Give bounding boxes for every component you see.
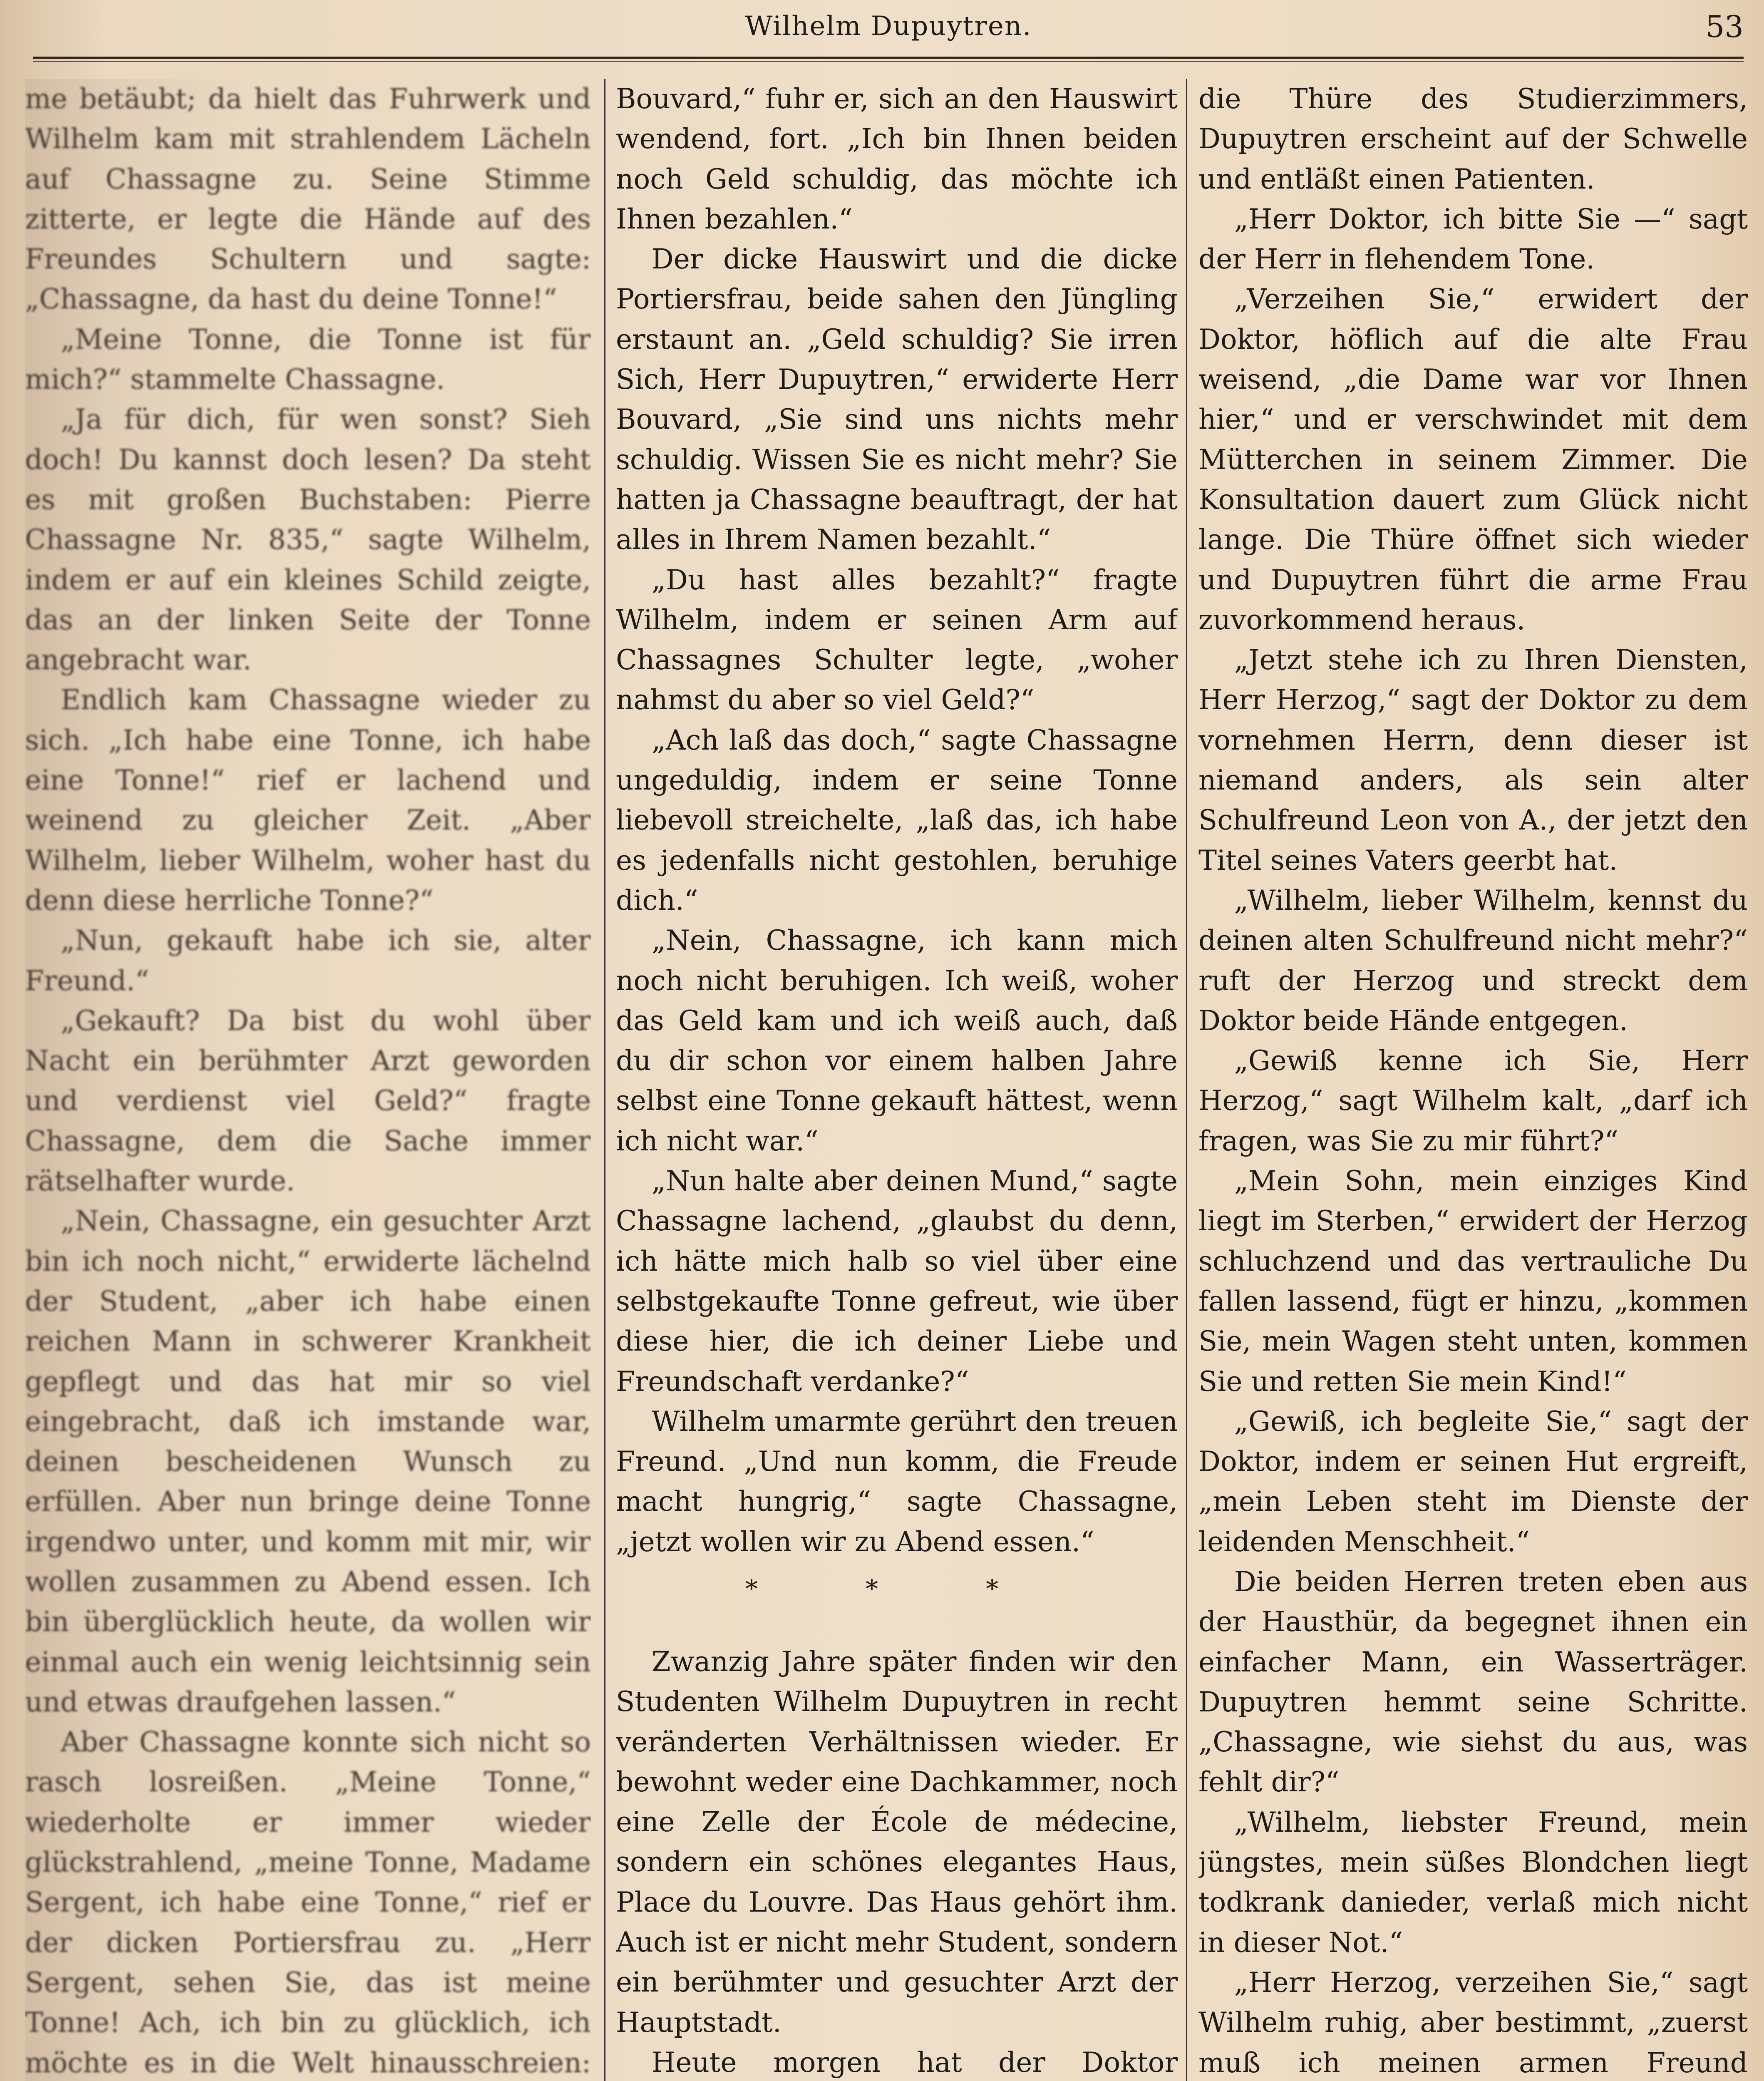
paragraph: Zwanzig Jahre später finden wir den Studenten Wilhelm Dupuytren in recht veränderten Verhältnissen wieder. Er bewohnt weder eine Dachkammer, noch eine Zelle der École de médecine, sondern ein schönes elegantes Haus, Place du Louvre. Das Haus gehört ihm. Auch ist er nicht mehr Student, sondern ein berühmter und gesuchter Arzt der Hauptstadt.	[616, 1645, 1178, 2039]
paragraph: „Nun halte aber deinen Mund,“ sagte Chassagne lachend, „glaubst du denn, ich hätte mich halb so viel über eine selbstgekaufte Tonne gefreut, wie über diese hier, die ich deiner Liebe und Freundschaft verdanke?“	[616, 1165, 1178, 1398]
paragraph: „Wilhelm, lieber Wilhelm, kennst du deinen alten Schulfreund nicht mehr?“ ruft der Herzog und streckt dem Doktor beide Hände entgegen.	[1198, 884, 1748, 1037]
paragraph: „Du hast alles bezahlt?“ fragte Wilhelm, indem er seinen Arm auf Chassagnes Schulter legte, „woher nahmst du aber so viel Geld?“	[616, 564, 1178, 716]
paragraph: „Meine Tonne, die Tonne ist für mich?“ stammelte Chassagne.	[25, 323, 591, 396]
paragraph: me betäubt; da hielt das Fuhrwerk und Wilhelm kam mit strahlendem Lächeln auf Chassagne zu. Seine Stimme zitterte, er legte die Hände auf des Freundes Schultern und sagte: „Chassagne, da hast du deine Tonne!“	[25, 83, 591, 315]
paragraph: Endlich kam Chassagne wieder zu sich. „Ich habe eine Tonne, ich habe eine Tonne!“ rief er lachend und weinend zu gleicher Zeit. „Aber Wilhelm, lieber Wilhelm, woher hast du denn diese herrliche Tonne?“	[25, 684, 591, 916]
paragraph: Die beiden Herren treten eben aus der Hausthür, da begegnet ihnen ein einfacher Mann, ein Wasserträger. Dupuytren hemmt seine Schritte. „Chassagne, wie siehst du aus, was fehlt dir?“	[1198, 1565, 1748, 1798]
column-2	[616, 79, 1178, 2081]
paragraph: Aber Chassagne konnte sich nicht so rasch losreißen. „Meine Tonne,“ wiederholte er immer wieder glückstrahlend, „meine Tonne, Madame Sergent, ich habe eine Tonne,“ rief er der dicken Portiersfrau zu. „Herr Sergent, sehen Sie, das ist meine Tonne! Ach, ich bin zu glücklich, ich möchte es in die Welt hinausschreien:	[25, 1726, 591, 2079]
paragraph: Heute morgen hat der Doktor	[651, 2046, 1178, 2079]
column-divider	[604, 79, 605, 2081]
column-1	[25, 79, 591, 2081]
paragraph: Bouvard,“ fuhr er, sich an den Hauswirt wendend, fort. „Ich bin Ihnen beiden noch Geld schuldig, das möchte ich Ihnen bezahlen.“	[616, 83, 1178, 235]
page-number: 53	[1705, 9, 1744, 44]
paragraph: „Ja für dich, für wen sonst? Sieh doch! Du kannst doch lesen? Da steht es mit großen Buchstaben: Pierre Chassagne Nr. 835,“ sagte Wilhelm, indem er auf ein kleines Schild zeigte, das an der linken Seite der Tonne angebracht war.	[25, 403, 591, 676]
paragraph: „Gewiß, ich begleite Sie,“ sagt der Doktor, indem er seinen Hut ergreift, „mein Leben steht im Dienste der leidenden Menschheit.“	[1198, 1405, 1748, 1558]
paragraph: die Thüre des Studierzimmers, Dupuytren erscheint auf der Schwelle und entläßt einen Patienten.	[1198, 83, 1748, 195]
column-divider	[1186, 79, 1187, 2081]
paragraph: „Gekauft? Da bist du wohl über Nacht ein berühmter Arzt geworden und verdienst viel Geld?“ fragte Chassagne, dem die Sache immer rätselhafter wurde.	[25, 1004, 591, 1197]
paragraph: „Mein Sohn, mein einziges Kind liegt im Sterben,“ erwidert der Herzog schluchzend und das vertrauliche Du fallen lassend, fügt er hinzu, „kommen Sie, mein Wagen steht unten, kommen Sie und retten Sie mein Kind!“	[1198, 1165, 1748, 1398]
section-break: * * *	[745, 1574, 1049, 1604]
paragraph: „Nein, Chassagne, ich kann mich noch nicht beruhigen. Ich weiß, woher das Geld kam und ich weiß auch, daß du dir schon vor einem halben Jahre selbst eine Tonne gekauft hättest, wenn ich nicht war.“	[616, 924, 1178, 1157]
paragraph: „Herr Doktor, ich bitte Sie —“ sagt der Herr in flehendem Tone.	[1198, 203, 1748, 276]
paragraph: „Herr Herzog, verzeihen Sie,“ sagt Wilhelm ruhig, aber bestimmt, „zuerst muß ich meinen armen Freund	[1198, 1966, 1748, 2079]
paragraph: „Nein, Chassagne, ein gesuchter Arzt bin ich noch nicht,“ erwiderte lächelnd der Student, „aber ich habe einen reichen Mann in schwerer Krankheit gepflegt und das hat mir so viel eingebracht, daß ich imstande war, deinen bescheidenen Wunsch zu erfüllen. Aber nun bringe deine Tonne irgendwo unter, und komm mit mir, wir wollen zusammen zu Abend essen. Ich bin überglücklich heute, da wollen wir einmal auch ein wenig leichtsinnig sein und etwas draufgehen lassen.“	[25, 1205, 591, 1718]
paragraph: „Jetzt stehe ich zu Ihren Diensten, Herr Herzog,“ sagt der Doktor zu dem vornehmen Herrn, denn dieser ist niemand anders, als sein alter Schulfreund Leon von A., der jetzt den Titel seines Vaters geerbt hat.	[1198, 644, 1748, 877]
paragraph: „Wilhelm, liebster Freund, mein jüngstes, mein süßes Blondchen liegt todkrank danieder, verlaß mich nicht in dieser Not.“	[1198, 1806, 1748, 1959]
paragraph: „Verzeihen Sie,“ erwidert der Doktor, höflich auf die alte Frau weisend, „die Dame war vor Ihnen hier,“ und er verschwindet mit dem Mütterchen in seinem Zimmer. Die Konsultation dauert zum Glück nicht lange. Die Thüre öffnet sich wieder und Dupuytren führt die arme Frau zuvorkommend heraus.	[1198, 283, 1748, 636]
paragraph: „Ach laß das doch,“ sagte Chassagne ungeduldig, indem er seine Tonne liebevoll streichelte, „laß das, ich habe es jedenfalls nicht gestohlen, beruhige dich.“	[616, 724, 1178, 916]
paragraph: „Nun, gekauft habe ich sie, alter Freund.“	[25, 924, 591, 997]
paragraph: „Gewiß kenne ich Sie, Herr Herzog,“ sagt Wilhelm kalt, „darf ich fragen, was Sie zu mir führt?“	[1198, 1045, 1748, 1157]
page-header	[33, 8, 1744, 57]
text-columns	[25, 79, 1748, 2081]
paragraph: Der dicke Hauswirt und die dicke Portiersfrau, beide sahen den Jüngling erstaunt an. „Geld schuldig? Sie irren Sich, Herr Dupuytren,“ erwiderte Herr Bouvard, „Sie sind uns nichts mehr schuldig. Wissen Sie es nicht mehr? Sie hatten ja Chassagne beauftragt, der hat alles in Ihrem Namen bezahlt.“	[616, 243, 1178, 556]
paragraph: Wilhelm umarmte gerührt den treuen Freund. „Und nun komm, die Freude macht hungrig,“ sagte Chassagne, „jetzt wollen wir zu Abend essen.“	[616, 1405, 1178, 1558]
running-title: Wilhelm Dupuytren.	[745, 11, 1032, 42]
header-rule	[33, 57, 1744, 62]
column-3	[1198, 79, 1748, 2081]
